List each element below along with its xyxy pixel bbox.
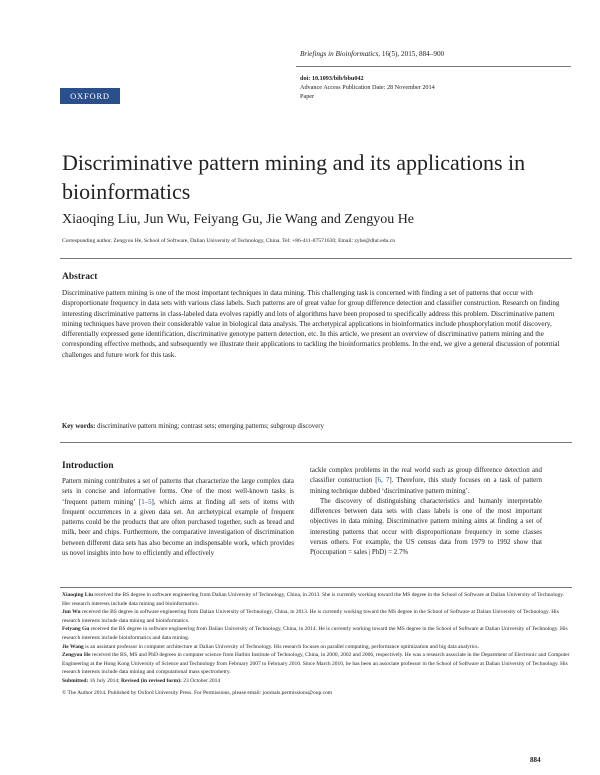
keywords-divider — [60, 442, 572, 443]
journal-volume: 16(5), 2015, 884–900 — [380, 50, 445, 58]
submission-dates — [62, 677, 570, 686]
doi-link[interactable]: doi: 10.1093/bib/bbu042 — [300, 75, 364, 82]
bio-text: received the BS degree in software engineering from Dalian University of Technology, China, in 2014. He is currently working toward the MS degree in the School of Software at Dalian University of Technology. His research interests include bioinformatics and data mining. — [62, 626, 568, 641]
citation-separator: , — [381, 477, 386, 485]
citation-link[interactable]: 1–5 — [141, 498, 152, 506]
submitted-date: 16 July 2014; — [88, 677, 120, 684]
article-meta — [300, 74, 570, 101]
bio-name: Jun Wu — [62, 609, 81, 616]
revised-label: Revised (in revised form): — [119, 677, 182, 684]
publisher-logo: OXFORD — [60, 88, 120, 104]
corresponding-author: Corresponding author. Zengyou He, School of Software, Dalian University of Technology, China. Tel: +86-411-87571630; Email: zyhe@dlut.edu.cn — [62, 238, 395, 244]
abstract-text: Discriminative pattern mining is one of the most important techniques in data mining. This challenging task is concerned with finding a set of patterns that occur with disproportionate frequency in data sets with various class labels. Such patterns are of great value for group difference detection and classifier construction. Research on finding interesting discriminative patterns in class-labeled data evolves rapidly and lots of algorithms have been proposed to specifically address this problem. Discriminative pattern mining techniques have proven their considerable value in biological data analysis. The archetypical applications in bioinformatics include phosphorylation motif discovery, differentially expressed gene identification, discriminative genotype pattern detection, etc. In this article, we present an overview of discriminative pattern mining and the corresponding effective methods, and subsequently we illustrate their applications to tackling the bioinformatics problems. In the end, we give a general discussion of potential challenges and future work for this task. — [62, 289, 560, 359]
header-divider — [296, 66, 571, 67]
author-bios — [62, 591, 570, 697]
journal-citation — [300, 50, 570, 58]
bio-entry — [62, 643, 570, 652]
bio-entry — [62, 651, 570, 677]
introduction-heading: Introduction — [62, 461, 114, 471]
intro-text: ]. Therefore, this study focuses on a task of pattern mining technique dubbed ‘discriminative pattern mining’. — [310, 477, 542, 495]
bio-text: received the BS degree in software engineering from Dalian University of Technology, China, in 2013. She is currently working toward the MS degree in the School of Software at Dalian University of Technology. Her research interests include data mining and bioinformatics. — [62, 592, 565, 607]
keywords-text: discriminative pattern mining; contrast sets; emerging patterns; subgroup discovery — [95, 423, 324, 430]
article-type: Paper — [300, 93, 315, 100]
keywords-label: Key words: — [62, 423, 96, 430]
abstract-heading: Abstract — [62, 272, 98, 282]
bio-name: Zengyou He — [62, 652, 91, 659]
bio-entry — [62, 591, 570, 608]
bio-divider — [60, 587, 572, 588]
intro-column-right — [310, 466, 542, 559]
revised-date: 23 October 2014 — [181, 677, 221, 684]
citation-link[interactable]: 6 — [377, 477, 381, 485]
author-list: Xiaoqing Liu, Jun Wu, Feiyang Gu, Jie Wang and Zengyou He — [62, 212, 415, 227]
intro-text: tackle complex problems in the real world such as group difference detection and classifier construction [ — [310, 467, 542, 485]
article-title: Discriminative pattern mining and its applications in bioinformatics — [62, 150, 526, 204]
bio-name: Feiyang Gu — [62, 626, 90, 633]
intro-column-left — [62, 477, 294, 559]
abstract-divider — [60, 258, 572, 259]
page-number: 884 — [530, 756, 541, 764]
bio-text: received the BS degree in software engineering from Dalian University of Technology, China, in 2013. He is currently working toward the MS degree in the School of Software at Dalian University of Technology. His research interests include data mining and bioinformatics. — [62, 609, 559, 624]
citation-link[interactable]: 7 — [385, 477, 390, 485]
intro-text: ], which aims at finding all sets of items with frequent occurrences in a given data set. An archetypical example of frequent patterns could be the products that are often purchased together, such as bread and milk, beer and chips. Furthermore, the comparative investigation of discrimination between different data sets has also become an indispensable work, which provides us novel insights into how to efficiently and effectively — [62, 498, 294, 558]
bio-entry — [62, 608, 570, 625]
intro-text: Pattern mining contributes a set of patterns that characterize the large complex data sets in concise and informative forms. One of the most well-known tasks is ‘frequent pattern mining’ [ — [62, 478, 294, 506]
bio-entry — [62, 625, 570, 642]
keywords — [62, 423, 570, 430]
intro-paragraph: The discovery of distinguishing characteristics and humanly interpretable differences between data sets with class labels is one of the most important objectives in data mining. Discriminative pattern mining aims at finding a set of interesting patterns that occur with disproportionate frequency in some classes versus others. For example, the US census data from 1979 to 1992 show that P(occupation = sales | PhD) = 2.7% — [310, 497, 542, 557]
submitted-label: Submitted: — [62, 677, 89, 684]
bio-name: Xiaoqing Liu — [62, 592, 94, 598]
bio-text: received the BS, MS and PhD degrees in computer science from Harbin Institute of Technology, China, in 2000, 2002 and 2006, respectively. He was a research associate in the Department of Electronic and Computer Engineering at the Hong Kong University of Science and Technology from February 2007 to February 2010. Since March 2010, he has been an associate professor in the School of Software at Dalian University of Technology. His research interests include data mining and computational mass spectrometry. — [62, 652, 570, 676]
copyright-notice: © The Author 2014. Published by Oxford University Press. For Permissions, please email: journals.permissions@oup.com — [62, 689, 333, 696]
advance-access: Advance Access Publication Date: 28 November 2014 — [300, 84, 435, 91]
journal-name: Briefings in Bioinformatics, — [300, 50, 381, 58]
bio-name: Jie Wang — [62, 643, 84, 650]
bio-text: is an assistant professor in computer architecture at Dalian University of Technology. His research focuses on parallel computing, performance optimization and big data analytics. — [83, 643, 479, 650]
